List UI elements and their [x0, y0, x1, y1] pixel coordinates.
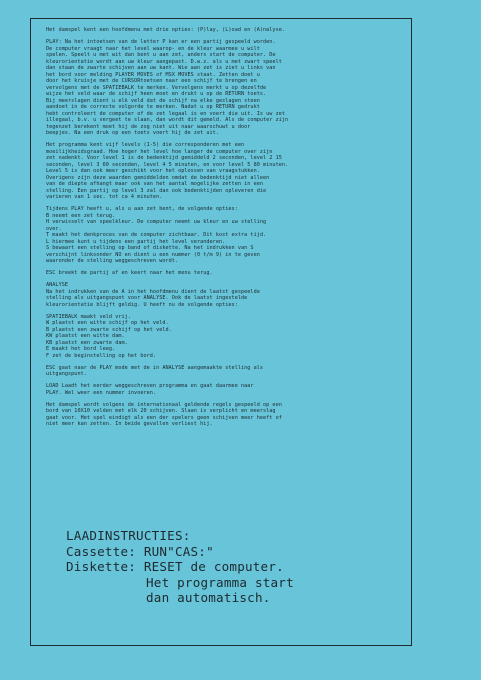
text-line: KW plaatst een witte dam.	[46, 333, 125, 339]
text-line: illegaal, b.v. u vergeet te slaan, dan wordt dit gemeld. Als de computer zijn	[46, 117, 289, 123]
text-line: wijze het veld waar de schijf heen moet en drukt u op de RETURN toets.	[46, 91, 267, 97]
text-line: niet meer kan zetten. In beide gevallen verliest hij.	[46, 421, 213, 427]
text-line: Na het indrukken van de A in het hoofdmenu dient de laatst gespeelde	[46, 288, 260, 295]
text-line: Het programma kent vijf levels (1-5) die corresponderen met een	[46, 142, 245, 148]
text-line: Overigens zijn deze waarden gemiddelden omdat de bedenktijd niet alleen	[46, 174, 270, 181]
text-line: stelling. Een partij op level 3 zal dan ook bedenktijden opleveren die	[46, 187, 267, 194]
text-line: seconden, level 3 60 seconden, level 4 5 minuten, en voor level 5 80 minuten.	[46, 161, 289, 168]
text-line: B neemt een zet terug.	[46, 212, 116, 219]
text-line: Level 5 is dan ook meer geschikt voor het oplossen van vraagstukken.	[46, 168, 260, 174]
text-line: ANALYSE	[46, 282, 69, 288]
autostart-line: dan automatisch.	[146, 590, 271, 606]
text-line: tegenzet berekent moet hij de zog niet uit naar waarschuwt u door	[46, 123, 251, 130]
rules-paragraph	[46, 402, 398, 428]
levels-paragraph	[46, 142, 398, 201]
text-line: bord van 10X10 velden met elk 20 schijven. Slaan is verplicht en meerslag	[46, 408, 276, 414]
text-line: Bij meerslagen dient u elk veld dat de schijf na elke geslagen steen	[46, 97, 260, 104]
text-line: T maakt het denkproces van de computer zichtbaar. Dit kost extra tijd.	[46, 232, 267, 238]
text-line: aandoet in de correcte volgorde te merken. Nadat u op RETURN gedrukt	[46, 104, 260, 110]
text-line: spelen. Speelt u met wit dan bent u aan zet, anders start de computer. De	[46, 52, 276, 58]
text-line: over.	[46, 225, 62, 232]
text-line: kleurorientatie blijft geldig. U heeft nu de volgende opties:	[46, 301, 238, 308]
intro-paragraph: Het damspel kent een hoofdmenu met drie opties: (P)lay, (L)oad en (A)nalyse.	[46, 27, 286, 33]
text-line: waaronder de stelling weggeschreven wordt.	[46, 258, 179, 264]
analyse-options-paragraph	[46, 314, 398, 360]
text-line: door het kruisje met de CURSORtoetsen naar een schijf te brengen en	[46, 78, 257, 84]
esc-analyse-paragraph	[46, 365, 398, 378]
text-line: beepjes. Na een druk op een toets voert hij de zet uit.	[46, 130, 219, 136]
text-line: zet nadenkt. Voor level 1 is de bedenktijd gemiddeld 2 seconden, level 2 15	[46, 155, 282, 161]
text-line: verschijnt linksonder NO en dient u een nummer (0 t/m 9) in te geven	[46, 251, 260, 258]
diskette-instruction: Diskette: RESET de computer.	[66, 559, 284, 575]
text-line: F zet de beginstelling op het bord.	[46, 352, 157, 359]
instructions-body	[46, 27, 398, 433]
text-line: gaat voor. Het spel eindigt als een der spelers geen schijven meer heeft of	[46, 414, 282, 421]
analyse-paragraph	[46, 282, 398, 308]
text-line: dan staan de zwarte schijven aan uw kant. Wie aan zet is ziet u links van	[46, 65, 276, 71]
loading-instructions	[66, 528, 396, 606]
autostart-line: Het programma start	[146, 574, 294, 590]
text-line: ESC gaat naar de PLAY mode met de in ANALYSE aangemaakte stelling als	[46, 364, 263, 371]
text-line: Het damspel wordt volgens de internationaal geldende regels gespeeld op een	[46, 401, 282, 408]
text-line: van de diepte afhangt maar ook van het aantal mogelijke zetten in een	[46, 181, 263, 187]
load-paragraph	[46, 383, 398, 396]
esc-paragraph: ESC breekt de partij af en keert naar het menu terug.	[46, 270, 213, 276]
text-line: PLAY: Na het intoetsen van de letter P kan er een partij gespeeld worden.	[46, 39, 276, 45]
text-line: uitgangspunt.	[46, 371, 87, 377]
text-line: SPATIEBALK maakt veld vrij.	[46, 313, 131, 320]
text-line: PLAY. Wel weer een nummer invoeren.	[46, 389, 157, 396]
text-line: KB plaatst een zwarte dam.	[46, 339, 128, 346]
text-line: L hiermee kunt u tijdens een partij het level veranderen.	[46, 238, 226, 245]
text-line: hebt controleert de computer of de zet legaal is en voert die uit. Is uw zet	[46, 110, 286, 117]
text-line: Tijdens PLAY heeft u, als u aan zet bent, de volgende opties:	[46, 206, 238, 212]
text-line: kleurorientatie wordt aan uw kleur aangepast. D.w.z. als u met zwart speelt	[46, 58, 282, 65]
text-line: S bewaart een stelling op band of diskette. Na het indrukken van S	[46, 245, 254, 251]
text-line: W plaatst een witte schijf op het veld.	[46, 320, 169, 326]
text-line: stelling als uitgangspunt voor ANALYSE. Ook de laatst ingestelde	[46, 295, 248, 301]
text-line: H verwisselt van speelkleur. De computer neemt uw kleur en uw stelling	[46, 219, 267, 225]
text-line: De computer vraagt naar het level waarop- en de kleur waarmee u wilt	[46, 45, 260, 52]
text-line: varieren van 1 sec. tot ca 4 minuten.	[46, 194, 163, 200]
text-line: LOAD Laadt het eerder weggeschreven programma en gaat daarmee naar	[46, 383, 254, 389]
text-line: E maakt het bord leeg.	[46, 346, 116, 352]
loading-title: LAADINSTRUCTIES:	[66, 528, 191, 543]
text-line: moeilijkheidsgraad. Hoe hoger het level hoe langer de computer over zijn	[46, 148, 273, 155]
play-options-paragraph	[46, 206, 398, 265]
text-line: B plaatst een zwarte schijf op het veld.	[46, 326, 172, 333]
play-paragraph	[46, 39, 398, 137]
cassette-instruction: Cassette: RUN"CAS:"	[66, 543, 214, 559]
text-line: het bord voor melding PLAYER MOVES of MSX MOVES staat. Zetten doet u	[46, 71, 260, 78]
text-line: vervolgens met de SPATIEBALK te merken. Vervolgens merkt u op dezelfde	[46, 84, 267, 91]
